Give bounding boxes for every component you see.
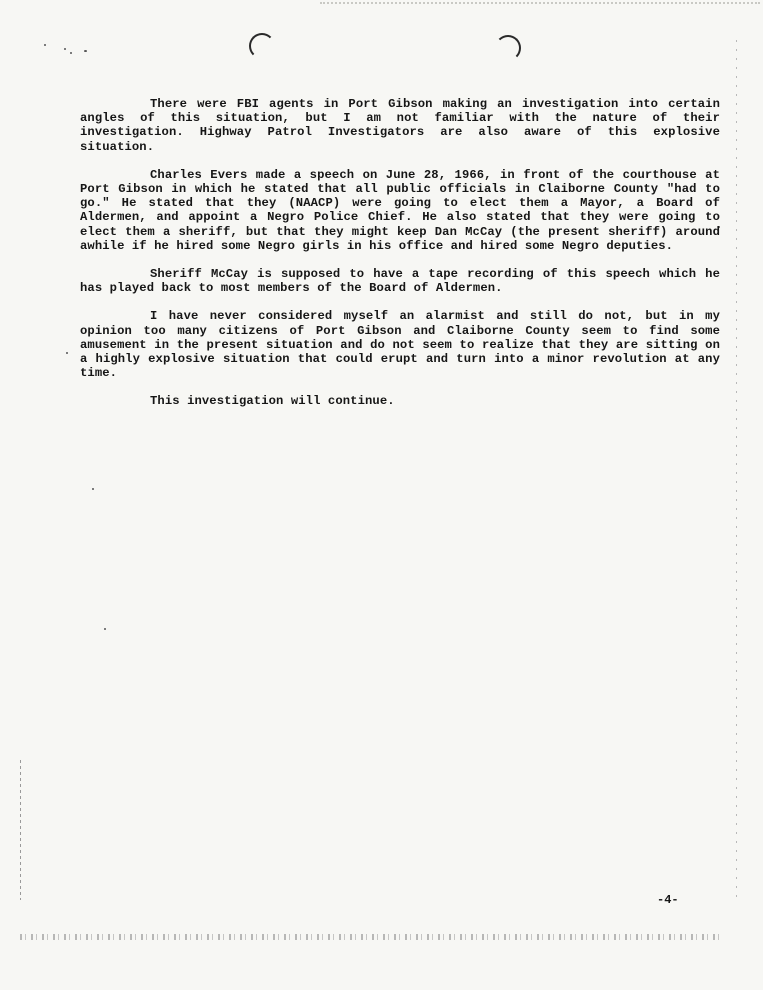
paragraph-continue: This investigation will continue. [150, 394, 395, 409]
report-body [80, 97, 720, 423]
scan-speck [66, 352, 68, 354]
scan-speck [92, 488, 94, 490]
scan-speck [70, 52, 72, 54]
paragraph-fbi-agents: There were FBI agents in Port Gibson making an investigation into certain angles of this situation, but I am not familiar with the nature of their investigation. Highway Patrol Investigators are also aware of this explosive situation. [80, 97, 720, 154]
page-number: -4- [657, 893, 679, 907]
paragraph-evers-speech: Charles Evers made a speech on June 28, 1966, in front of the courthouse at Port Gibson in which he stated that all public officials in Claiborne County "had to go." He stated that they (NAACP) were going to elect them a Mayor, a Board of Aldermen, and appoint a Negro Police Chief. He also stated that they were going to elect them a sheriff, but that they might keep Dan McCay (the present sheriff) around awhile if he hired some Negro girls in his office and hired some Negro deputies. [80, 167, 720, 253]
punch-hole-left [249, 33, 275, 59]
right-edge-marks [736, 40, 737, 900]
paragraph-opinion: I have never considered myself an alarmist and still do not, but in my opinion too many citizens of Port Gibson and Claiborne County seem to find some amusement in the present situation and do not seem to realize that they are sitting on a highly explosive situation that could erupt and turn into a minor revolution at any time. [80, 309, 720, 381]
top-edge-dots [320, 2, 760, 4]
scan-speck [44, 44, 46, 46]
scan-speck [84, 50, 87, 52]
scan-speck [64, 48, 66, 50]
left-edge-marks [20, 760, 21, 900]
bottom-scan-noise [20, 934, 720, 940]
scan-speck [104, 628, 106, 630]
punch-hole-right [495, 35, 521, 61]
paragraph-tape-recording: Sheriff McCay is supposed to have a tape recording of this speech which he has played back to most members of the Board of Aldermen. [80, 267, 720, 296]
